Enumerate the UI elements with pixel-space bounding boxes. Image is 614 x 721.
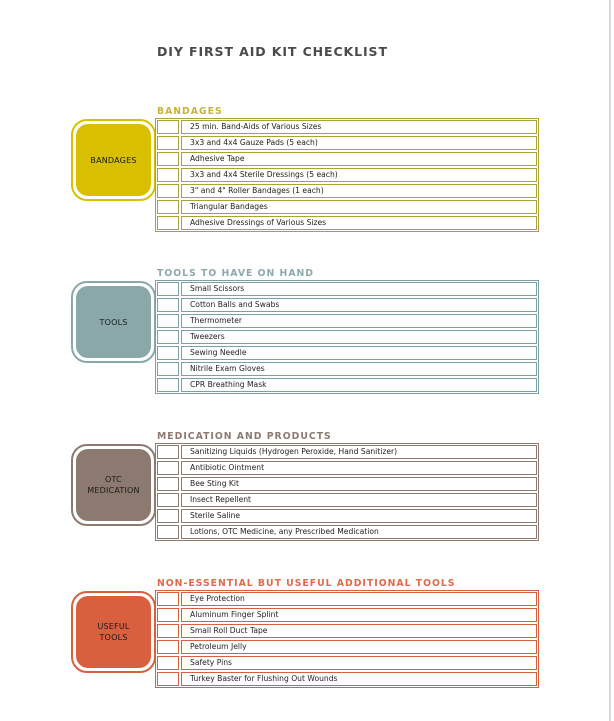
checklist-row — [157, 298, 537, 312]
checklist-item: 3" and 4" Roller Bandages (1 each) — [181, 184, 537, 198]
checklist-row — [157, 362, 537, 376]
checklist-item: Small Roll Duct Tape — [181, 624, 537, 638]
checklist-item: Aluminum Finger Splint — [181, 608, 537, 622]
checklist-item: Eye Protection — [181, 592, 537, 606]
checkbox[interactable] — [157, 200, 179, 214]
checkbox[interactable] — [157, 477, 179, 491]
checklist-row — [157, 184, 537, 198]
checklist-row — [157, 509, 537, 523]
checklist-item: 3x3 and 4x4 Sterile Dressings (5 each) — [181, 168, 537, 182]
page-edge — [609, 0, 611, 721]
checklist-row — [157, 330, 537, 344]
checklist-table — [155, 443, 539, 541]
category-badge — [71, 119, 156, 201]
checkbox[interactable] — [157, 168, 179, 182]
checklist-row — [157, 592, 537, 606]
checklist-item: Bee Sting Kit — [181, 477, 537, 491]
checklist-row — [157, 525, 537, 539]
page-title: DIY FIRST AID KIT CHECKLIST — [157, 44, 388, 59]
checkbox[interactable] — [157, 216, 179, 230]
checkbox[interactable] — [157, 314, 179, 328]
checklist-item: Safety Pins — [181, 656, 537, 670]
checkbox[interactable] — [157, 152, 179, 166]
checklist-item: Insect Repellent — [181, 493, 537, 507]
checklist-item: 3x3 and 4x4 Gauze Pads (5 each) — [181, 136, 537, 150]
checklist-row — [157, 608, 537, 622]
section-header: BANDAGES — [157, 106, 223, 117]
checklist-item: Turkey Baster for Flushing Out Wounds — [181, 672, 537, 686]
checkbox[interactable] — [157, 184, 179, 198]
checkbox[interactable] — [157, 378, 179, 392]
section-header: MEDICATION AND PRODUCTS — [157, 431, 332, 442]
section-header: TOOLS TO HAVE ON HAND — [157, 268, 315, 279]
checklist-item: Lotions, OTC Medicine, any Prescribed Medication — [181, 525, 537, 539]
checklist-row — [157, 461, 537, 475]
checkbox[interactable] — [157, 640, 179, 654]
checkbox[interactable] — [157, 362, 179, 376]
checklist-item: Thermometer — [181, 314, 537, 328]
category-badge-label: TOOLS — [76, 286, 151, 358]
checklist-row — [157, 378, 537, 392]
checkbox[interactable] — [157, 656, 179, 670]
section-header: NON-ESSENTIAL BUT USEFUL ADDITIONAL TOOLS — [157, 578, 456, 589]
checklist-item: Adhesive Dressings of Various Sizes — [181, 216, 537, 230]
checklist-item: CPR Breathing Mask — [181, 378, 537, 392]
category-badge-label: USEFUL TOOLS — [76, 596, 151, 668]
checklist-row — [157, 477, 537, 491]
checklist-row — [157, 200, 537, 214]
checklist-row — [157, 216, 537, 230]
checklist-row — [157, 168, 537, 182]
checkbox[interactable] — [157, 672, 179, 686]
category-badge — [71, 591, 156, 673]
checkbox[interactable] — [157, 346, 179, 360]
checklist-row — [157, 136, 537, 150]
checklist-row — [157, 346, 537, 360]
checklist-table — [155, 590, 539, 688]
checklist-row — [157, 314, 537, 328]
checkbox[interactable] — [157, 445, 179, 459]
checklist-row — [157, 445, 537, 459]
checkbox[interactable] — [157, 298, 179, 312]
checklist-row — [157, 120, 537, 134]
checklist-row — [157, 672, 537, 686]
checklist-item: Nitrile Exam Gloves — [181, 362, 537, 376]
checklist-item: Adhesive Tape — [181, 152, 537, 166]
category-badge-label: OTC MEDICATION — [76, 449, 151, 521]
checklist-table — [155, 118, 539, 232]
checkbox[interactable] — [157, 136, 179, 150]
checklist-item: Antibiotic Ointment — [181, 461, 537, 475]
checklist-table — [155, 280, 539, 394]
checkbox[interactable] — [157, 525, 179, 539]
category-badge — [71, 444, 156, 526]
category-badge — [71, 281, 156, 363]
checklist-item: Cotton Balls and Swabs — [181, 298, 537, 312]
checklist-item: Tweezers — [181, 330, 537, 344]
checkbox[interactable] — [157, 282, 179, 296]
checkbox[interactable] — [157, 461, 179, 475]
checkbox[interactable] — [157, 624, 179, 638]
checklist-item: Sterile Saline — [181, 509, 537, 523]
checklist-item: 25 min. Band-Aids of Various Sizes — [181, 120, 537, 134]
checkbox[interactable] — [157, 509, 179, 523]
checklist-item: Triangular Bandages — [181, 200, 537, 214]
checkbox[interactable] — [157, 330, 179, 344]
checklist-item: Sewing Needle — [181, 346, 537, 360]
checkbox[interactable] — [157, 493, 179, 507]
checkbox[interactable] — [157, 592, 179, 606]
checklist-row — [157, 493, 537, 507]
checklist-item: Sanitizing Liquids (Hydrogen Peroxide, Hand Sanitizer) — [181, 445, 537, 459]
checklist-row — [157, 640, 537, 654]
checklist-row — [157, 624, 537, 638]
checkbox[interactable] — [157, 120, 179, 134]
checkbox[interactable] — [157, 608, 179, 622]
checklist-row — [157, 152, 537, 166]
checklist-row — [157, 282, 537, 296]
checklist-row — [157, 656, 537, 670]
category-badge-label: BANDAGES — [76, 124, 151, 196]
checklist-item: Small Scissors — [181, 282, 537, 296]
checklist-item: Petroleum Jelly — [181, 640, 537, 654]
